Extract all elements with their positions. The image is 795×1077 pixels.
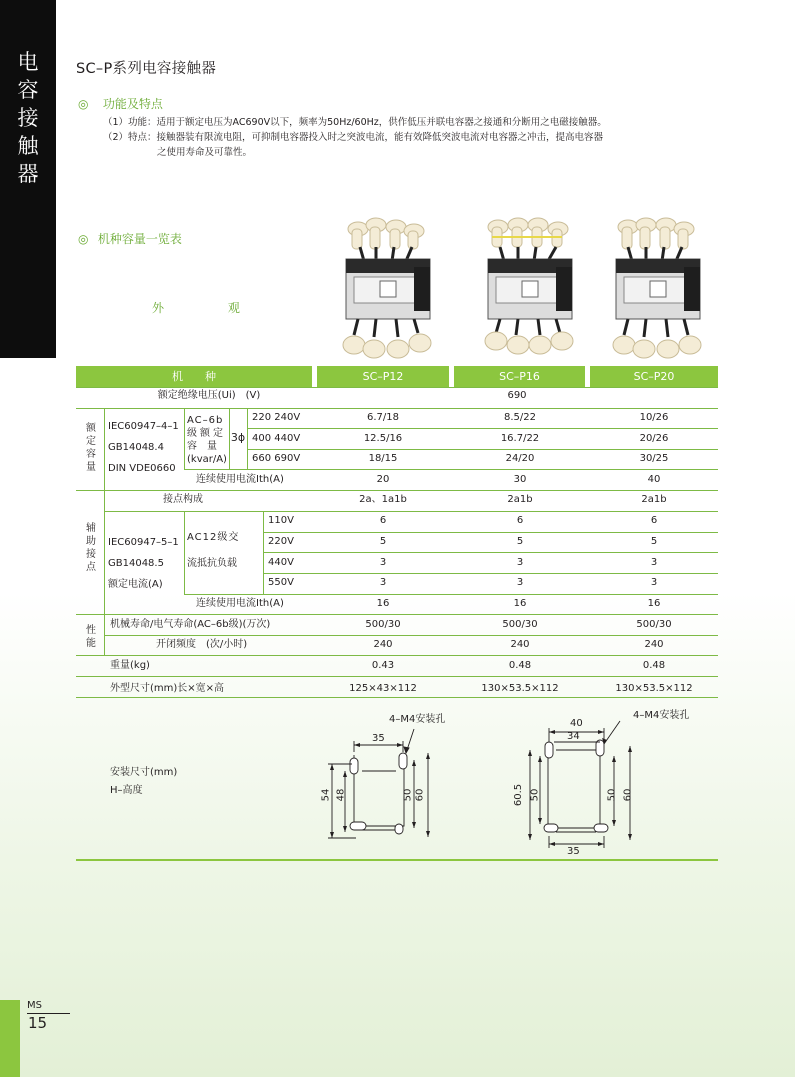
dimensions-value: 130×53.5×112 <box>615 683 693 694</box>
rated-standard-1: IEC60947–4–1 <box>108 421 179 432</box>
aux-value: 3 <box>516 577 524 588</box>
switching-frequency-value: 240 <box>510 639 530 650</box>
dim-left-54: 54 <box>320 788 332 802</box>
features-line-2: （2）特点：接触器装有限流电阻，可抑制电容器投入时之突波电流，能有效降低突波电流对电容器之冲击，提高电容器 <box>103 132 604 143</box>
insulation-label: 额定绝缘电压(Ui) (V) <box>157 390 261 401</box>
aux-ith-value: 16 <box>647 598 661 609</box>
weight-value: 0.43 <box>371 660 395 671</box>
aux-value: 6 <box>650 515 658 526</box>
weight-value: 0.48 <box>508 660 532 671</box>
rated-ith-label: 连续使用电流Ith(A) <box>196 474 284 485</box>
contact-config-label: 接点构成 <box>163 494 203 505</box>
aux-group-label: 辅 助 接 点 <box>86 523 96 573</box>
life-value: 500/30 <box>365 619 401 630</box>
page-number: 15 <box>28 1014 48 1032</box>
rated-value: 16.7/22 <box>500 433 540 444</box>
table-header-sc-p12: SC–P12 <box>317 366 449 387</box>
product-photo-sc-p16 <box>482 215 578 360</box>
footer-section-label: MS <box>27 1000 42 1011</box>
aux-value: 3 <box>379 577 387 588</box>
mount-hole-label-left: 4–M4安装孔 <box>389 714 446 725</box>
aux-voltage-4: 550V <box>268 577 294 588</box>
aux-value: 5 <box>379 536 387 547</box>
footer-accent-bar <box>0 1000 20 1077</box>
aux-value: 6 <box>379 515 387 526</box>
rated-value: 20/26 <box>639 433 669 444</box>
dim-right-50-inner: 50 <box>529 788 541 802</box>
weight-label: 重量(kg) <box>110 660 150 671</box>
rated-value: 10/26 <box>639 412 669 423</box>
dim-right-40: 40 <box>570 718 583 729</box>
contact-config-value: 2a、1a1b <box>359 494 407 505</box>
rated-value: 18/15 <box>368 453 398 464</box>
aux-ith-value: 16 <box>513 598 527 609</box>
rated-value: 24/20 <box>505 453 535 464</box>
dimensions-value: 130×53.5×112 <box>481 683 559 694</box>
product-photo-sc-p12 <box>340 215 436 360</box>
capacity-heading: ◎ 机种容量一览表 <box>78 232 182 246</box>
dim-left-48: 48 <box>335 788 347 802</box>
aux-value: 3 <box>516 557 524 568</box>
dim-right-34: 34 <box>567 731 580 742</box>
dimensions-value: 125×43×112 <box>349 683 417 694</box>
aux-value: 3 <box>379 557 387 568</box>
mount-hole-label-right: 4–M4安装孔 <box>633 710 690 721</box>
aux-standard-3: 额定电流(A) <box>108 579 163 590</box>
features-line-3: 之使用寿命及可靠性。 <box>157 147 253 158</box>
ac6b-line-1: AC–6b <box>187 415 224 426</box>
dimensions-label: 外型尺寸(mm)长×宽×高 <box>110 683 225 694</box>
ac6b-line-3: 容 量 <box>187 441 217 452</box>
life-label: 机械寿命/电气寿命(AC–6b级)(万次) <box>110 619 271 630</box>
life-value: 500/30 <box>636 619 672 630</box>
dim-right-35: 35 <box>567 846 580 857</box>
features-heading: ◎ 功能及特点 <box>78 97 163 111</box>
table-header-sc-p20: SC–P20 <box>590 366 718 387</box>
ac12-line-1: AC12级交 <box>187 532 240 543</box>
rated-group-label: 额 定 容 量 <box>86 423 96 473</box>
table-header-model: 机 种 <box>76 366 312 387</box>
switching-frequency-value: 240 <box>644 639 664 650</box>
contact-config-value: 2a1b <box>641 494 667 505</box>
life-value: 500/30 <box>502 619 538 630</box>
aux-standard-1: IEC60947–5–1 <box>108 537 179 548</box>
rated-value: 8.5/22 <box>504 412 536 423</box>
height-note: H–高度 <box>110 785 143 796</box>
aux-voltage-2: 220V <box>268 536 294 547</box>
rated-standard-2: GB14048.4 <box>108 442 164 453</box>
aux-value: 3 <box>650 557 658 568</box>
dim-left-50: 50 <box>402 788 414 802</box>
dim-right-50: 50 <box>606 788 618 802</box>
appearance-label: 外 观 <box>152 301 270 315</box>
page-title: SC–P系列电容接触器 <box>76 61 217 77</box>
table-header-sc-p16: SC–P16 <box>454 366 585 387</box>
aux-ith-value: 16 <box>376 598 390 609</box>
rated-value: 12.5/16 <box>363 433 403 444</box>
ac12-line-2: 流抵抗负载 <box>187 558 237 569</box>
aux-value: 5 <box>650 536 658 547</box>
mounting-label: 安装尺寸(mm) <box>110 767 178 778</box>
rated-value: 30/25 <box>639 453 669 464</box>
contact-config-value: 2a1b <box>507 494 533 505</box>
rated-voltage-2: 400 440V <box>252 433 301 444</box>
insulation-value: 690 <box>507 390 527 401</box>
rated-ith-value: 30 <box>513 474 527 485</box>
aux-ith-label: 连续使用电流Ith(A) <box>196 598 284 609</box>
product-photo-sc-p20 <box>610 215 706 360</box>
aux-value: 3 <box>650 577 658 588</box>
rated-ith-value: 40 <box>647 474 661 485</box>
section-side-tab <box>0 0 56 358</box>
dim-left-60: 60 <box>414 788 426 802</box>
aux-voltage-1: 110V <box>268 515 294 526</box>
rated-standard-3: DIN VDE0660 <box>108 463 176 474</box>
dim-left-35: 35 <box>372 733 385 744</box>
aux-value: 6 <box>516 515 524 526</box>
ac6b-line-4: (kvar/A) <box>187 454 227 465</box>
rated-value: 6.7/18 <box>367 412 399 423</box>
switching-frequency-label: 开闭频度 (次/小时) <box>156 639 248 650</box>
side-tab-label: 电 容 接 触 器 <box>17 50 39 186</box>
features-line-1: （1）功能：适用于额定电压为AC690V以下，频率为50Hz/60Hz，供作低压并联电容器之接通和分断用之电磁接触器。 <box>103 117 607 128</box>
ac6b-line-2: 级额定 <box>187 428 226 439</box>
aux-standard-2: GB14048.5 <box>108 558 164 569</box>
rated-voltage-3: 660 690V <box>252 453 301 464</box>
three-phase-symbol: 3ϕ <box>230 431 246 444</box>
aux-voltage-3: 440V <box>268 557 294 568</box>
dim-right-60: 60 <box>622 788 634 802</box>
aux-value: 5 <box>516 536 524 547</box>
weight-value: 0.48 <box>642 660 666 671</box>
rated-voltage-1: 220 240V <box>252 412 301 423</box>
dim-right-60-5: 60.5 <box>513 783 525 807</box>
circle-bullet-icon: ◎ <box>78 97 89 111</box>
circle-bullet-icon: ◎ <box>78 232 89 246</box>
mounting-drawing-right <box>520 716 650 856</box>
perf-group-label: 性 能 <box>86 625 96 649</box>
switching-frequency-value: 240 <box>373 639 393 650</box>
rated-ith-value: 20 <box>376 474 390 485</box>
